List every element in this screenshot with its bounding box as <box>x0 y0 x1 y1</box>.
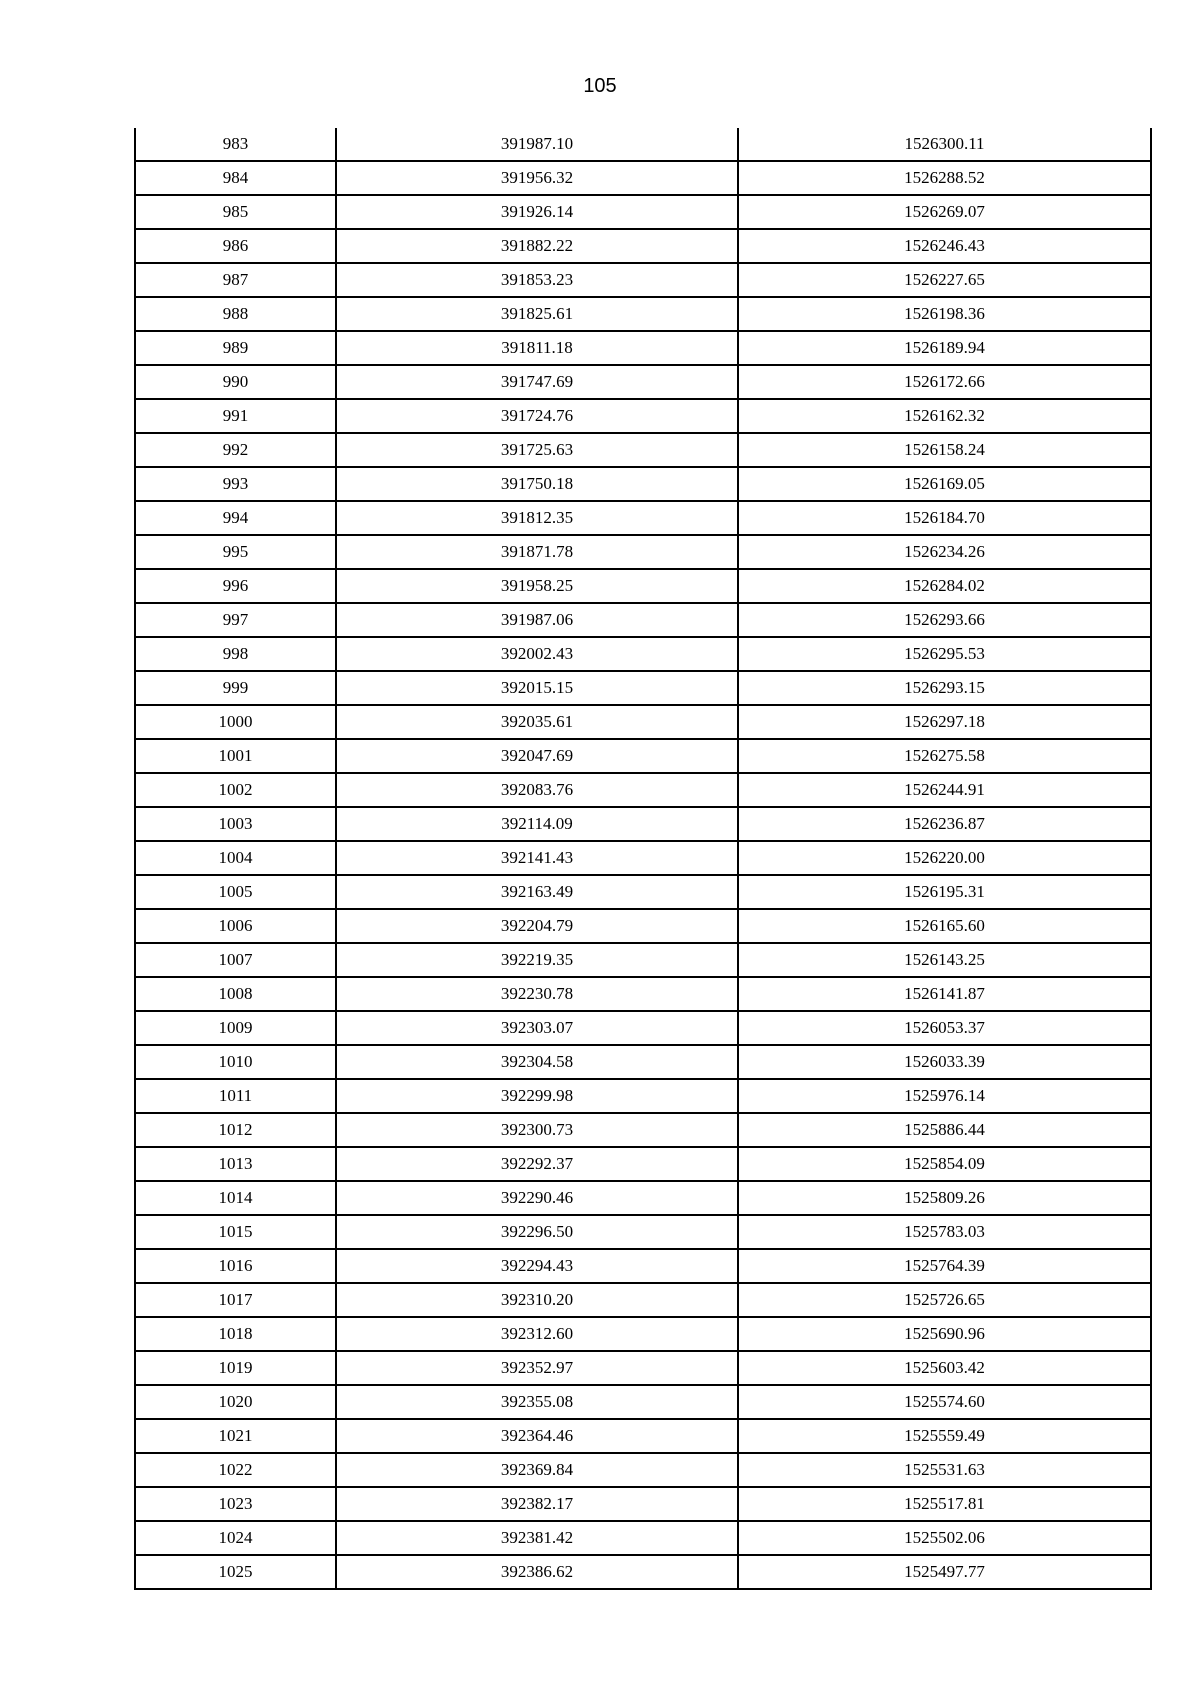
y-coordinate-cell: 1525559.49 <box>738 1419 1151 1453</box>
point-number-cell: 1005 <box>135 875 336 909</box>
x-coordinate-cell: 392312.60 <box>336 1317 738 1351</box>
table-row <box>135 399 1151 433</box>
point-number-cell: 984 <box>135 161 336 195</box>
table-row <box>135 433 1151 467</box>
x-coordinate-cell: 392141.43 <box>336 841 738 875</box>
y-coordinate-cell: 1526293.15 <box>738 671 1151 705</box>
table-row <box>135 671 1151 705</box>
x-coordinate-cell: 392364.46 <box>336 1419 738 1453</box>
y-coordinate-cell: 1525531.63 <box>738 1453 1151 1487</box>
y-coordinate-cell: 1526300.11 <box>738 128 1151 161</box>
x-coordinate-cell: 391725.63 <box>336 433 738 467</box>
point-number-cell: 1006 <box>135 909 336 943</box>
point-number-cell: 1000 <box>135 705 336 739</box>
point-number-cell: 1012 <box>135 1113 336 1147</box>
y-coordinate-cell: 1525976.14 <box>738 1079 1151 1113</box>
y-coordinate-cell: 1526141.87 <box>738 977 1151 1011</box>
point-number-cell: 993 <box>135 467 336 501</box>
table-row <box>135 909 1151 943</box>
point-number-cell: 1010 <box>135 1045 336 1079</box>
table-row <box>135 773 1151 807</box>
y-coordinate-cell: 1525764.39 <box>738 1249 1151 1283</box>
table-row <box>135 603 1151 637</box>
point-number-cell: 994 <box>135 501 336 535</box>
point-number-cell: 1024 <box>135 1521 336 1555</box>
y-coordinate-cell: 1525690.96 <box>738 1317 1151 1351</box>
table-row <box>135 1283 1151 1317</box>
table-row <box>135 1419 1151 1453</box>
x-coordinate-cell: 391882.22 <box>336 229 738 263</box>
y-coordinate-cell: 1525854.09 <box>738 1147 1151 1181</box>
x-coordinate-cell: 391811.18 <box>336 331 738 365</box>
point-number-cell: 1015 <box>135 1215 336 1249</box>
table-row <box>135 1453 1151 1487</box>
point-number-cell: 999 <box>135 671 336 705</box>
point-number-cell: 996 <box>135 569 336 603</box>
point-number-cell: 985 <box>135 195 336 229</box>
table-row <box>135 365 1151 399</box>
x-coordinate-cell: 391812.35 <box>336 501 738 535</box>
x-coordinate-cell: 392035.61 <box>336 705 738 739</box>
x-coordinate-cell: 392002.43 <box>336 637 738 671</box>
x-coordinate-cell: 392204.79 <box>336 909 738 943</box>
x-coordinate-cell: 392369.84 <box>336 1453 738 1487</box>
y-coordinate-cell: 1526284.02 <box>738 569 1151 603</box>
table-row <box>135 535 1151 569</box>
point-number-cell: 1003 <box>135 807 336 841</box>
table-row <box>135 1487 1151 1521</box>
table-row <box>135 1079 1151 1113</box>
coordinate-table <box>134 128 1152 1590</box>
table-row <box>135 1521 1151 1555</box>
y-coordinate-cell: 1526269.07 <box>738 195 1151 229</box>
x-coordinate-cell: 391853.23 <box>336 263 738 297</box>
table-row <box>135 1351 1151 1385</box>
x-coordinate-cell: 392083.76 <box>336 773 738 807</box>
table-row <box>135 195 1151 229</box>
x-coordinate-cell: 391825.61 <box>336 297 738 331</box>
point-number-cell: 1018 <box>135 1317 336 1351</box>
table-row <box>135 229 1151 263</box>
x-coordinate-cell: 392296.50 <box>336 1215 738 1249</box>
point-number-cell: 1021 <box>135 1419 336 1453</box>
table-row <box>135 1555 1151 1589</box>
x-coordinate-cell: 392047.69 <box>336 739 738 773</box>
y-coordinate-cell: 1525517.81 <box>738 1487 1151 1521</box>
table-row <box>135 705 1151 739</box>
table-row <box>135 467 1151 501</box>
y-coordinate-cell: 1525783.03 <box>738 1215 1151 1249</box>
point-number-cell: 983 <box>135 128 336 161</box>
table-row <box>135 1113 1151 1147</box>
point-number-cell: 1001 <box>135 739 336 773</box>
table-row <box>135 161 1151 195</box>
point-number-cell: 990 <box>135 365 336 399</box>
point-number-cell: 1013 <box>135 1147 336 1181</box>
x-coordinate-cell: 392015.15 <box>336 671 738 705</box>
table-row <box>135 501 1151 535</box>
point-number-cell: 987 <box>135 263 336 297</box>
y-coordinate-cell: 1526236.87 <box>738 807 1151 841</box>
point-number-cell: 1016 <box>135 1249 336 1283</box>
y-coordinate-cell: 1526220.00 <box>738 841 1151 875</box>
point-number-cell: 1020 <box>135 1385 336 1419</box>
table-row <box>135 807 1151 841</box>
x-coordinate-cell: 391750.18 <box>336 467 738 501</box>
y-coordinate-cell: 1526227.65 <box>738 263 1151 297</box>
x-coordinate-cell: 391987.06 <box>336 603 738 637</box>
table-row <box>135 841 1151 875</box>
x-coordinate-cell: 392294.43 <box>336 1249 738 1283</box>
y-coordinate-cell: 1526288.52 <box>738 161 1151 195</box>
y-coordinate-cell: 1526195.31 <box>738 875 1151 909</box>
y-coordinate-cell: 1526275.58 <box>738 739 1151 773</box>
table-row <box>135 1249 1151 1283</box>
x-coordinate-cell: 392230.78 <box>336 977 738 1011</box>
y-coordinate-cell: 1526053.37 <box>738 1011 1151 1045</box>
x-coordinate-cell: 391871.78 <box>336 535 738 569</box>
y-coordinate-cell: 1526172.66 <box>738 365 1151 399</box>
x-coordinate-cell: 392355.08 <box>336 1385 738 1419</box>
point-number-cell: 1008 <box>135 977 336 1011</box>
y-coordinate-cell: 1525726.65 <box>738 1283 1151 1317</box>
table-row <box>135 875 1151 909</box>
y-coordinate-cell: 1526165.60 <box>738 909 1151 943</box>
table-row <box>135 1147 1151 1181</box>
y-coordinate-cell: 1526169.05 <box>738 467 1151 501</box>
table-row <box>135 1011 1151 1045</box>
point-number-cell: 1009 <box>135 1011 336 1045</box>
table-row <box>135 128 1151 161</box>
point-number-cell: 986 <box>135 229 336 263</box>
point-number-cell: 1011 <box>135 1079 336 1113</box>
point-number-cell: 1022 <box>135 1453 336 1487</box>
table-row <box>135 977 1151 1011</box>
x-coordinate-cell: 392114.09 <box>336 807 738 841</box>
y-coordinate-cell: 1526162.32 <box>738 399 1151 433</box>
y-coordinate-cell: 1526244.91 <box>738 773 1151 807</box>
x-coordinate-cell: 392352.97 <box>336 1351 738 1385</box>
table-row <box>135 943 1151 977</box>
y-coordinate-cell: 1526189.94 <box>738 331 1151 365</box>
point-number-cell: 992 <box>135 433 336 467</box>
x-coordinate-cell: 392292.37 <box>336 1147 738 1181</box>
point-number-cell: 1007 <box>135 943 336 977</box>
x-coordinate-cell: 392290.46 <box>336 1181 738 1215</box>
point-number-cell: 989 <box>135 331 336 365</box>
point-number-cell: 1023 <box>135 1487 336 1521</box>
page-number: 105 <box>583 75 617 97</box>
point-number-cell: 1017 <box>135 1283 336 1317</box>
x-coordinate-cell: 392300.73 <box>336 1113 738 1147</box>
point-number-cell: 1014 <box>135 1181 336 1215</box>
y-coordinate-cell: 1526184.70 <box>738 501 1151 535</box>
point-number-cell: 998 <box>135 637 336 671</box>
point-number-cell: 995 <box>135 535 336 569</box>
y-coordinate-cell: 1526158.24 <box>738 433 1151 467</box>
point-number-cell: 991 <box>135 399 336 433</box>
x-coordinate-cell: 391956.32 <box>336 161 738 195</box>
x-coordinate-cell: 391926.14 <box>336 195 738 229</box>
table-row <box>135 1215 1151 1249</box>
x-coordinate-cell: 392219.35 <box>336 943 738 977</box>
y-coordinate-cell: 1526295.53 <box>738 637 1151 671</box>
point-number-cell: 1002 <box>135 773 336 807</box>
y-coordinate-cell: 1526297.18 <box>738 705 1151 739</box>
x-coordinate-cell: 391724.76 <box>336 399 738 433</box>
y-coordinate-cell: 1525809.26 <box>738 1181 1151 1215</box>
x-coordinate-cell: 392304.58 <box>336 1045 738 1079</box>
y-coordinate-cell: 1526198.36 <box>738 297 1151 331</box>
y-coordinate-cell: 1525574.60 <box>738 1385 1151 1419</box>
x-coordinate-cell: 392381.42 <box>336 1521 738 1555</box>
y-coordinate-cell: 1525502.06 <box>738 1521 1151 1555</box>
y-coordinate-cell: 1526033.39 <box>738 1045 1151 1079</box>
table-row <box>135 1045 1151 1079</box>
table-row <box>135 1385 1151 1419</box>
y-coordinate-cell: 1525886.44 <box>738 1113 1151 1147</box>
x-coordinate-cell: 391987.10 <box>336 128 738 161</box>
table-row <box>135 1317 1151 1351</box>
table-row <box>135 263 1151 297</box>
table-row <box>135 297 1151 331</box>
table-body <box>135 128 1151 1589</box>
point-number-cell: 997 <box>135 603 336 637</box>
x-coordinate-cell: 392310.20 <box>336 1283 738 1317</box>
y-coordinate-cell: 1526143.25 <box>738 943 1151 977</box>
table-row <box>135 739 1151 773</box>
x-coordinate-cell: 392299.98 <box>336 1079 738 1113</box>
x-coordinate-cell: 392303.07 <box>336 1011 738 1045</box>
x-coordinate-cell: 392382.17 <box>336 1487 738 1521</box>
point-number-cell: 1004 <box>135 841 336 875</box>
x-coordinate-cell: 391747.69 <box>336 365 738 399</box>
y-coordinate-cell: 1526246.43 <box>738 229 1151 263</box>
y-coordinate-cell: 1525497.77 <box>738 1555 1151 1589</box>
point-number-cell: 1019 <box>135 1351 336 1385</box>
table-row <box>135 331 1151 365</box>
coordinate-table-container <box>134 128 1150 1590</box>
table-row <box>135 637 1151 671</box>
table-row <box>135 569 1151 603</box>
x-coordinate-cell: 391958.25 <box>336 569 738 603</box>
x-coordinate-cell: 392386.62 <box>336 1555 738 1589</box>
point-number-cell: 988 <box>135 297 336 331</box>
y-coordinate-cell: 1526293.66 <box>738 603 1151 637</box>
point-number-cell: 1025 <box>135 1555 336 1589</box>
table-row <box>135 1181 1151 1215</box>
y-coordinate-cell: 1525603.42 <box>738 1351 1151 1385</box>
x-coordinate-cell: 392163.49 <box>336 875 738 909</box>
y-coordinate-cell: 1526234.26 <box>738 535 1151 569</box>
